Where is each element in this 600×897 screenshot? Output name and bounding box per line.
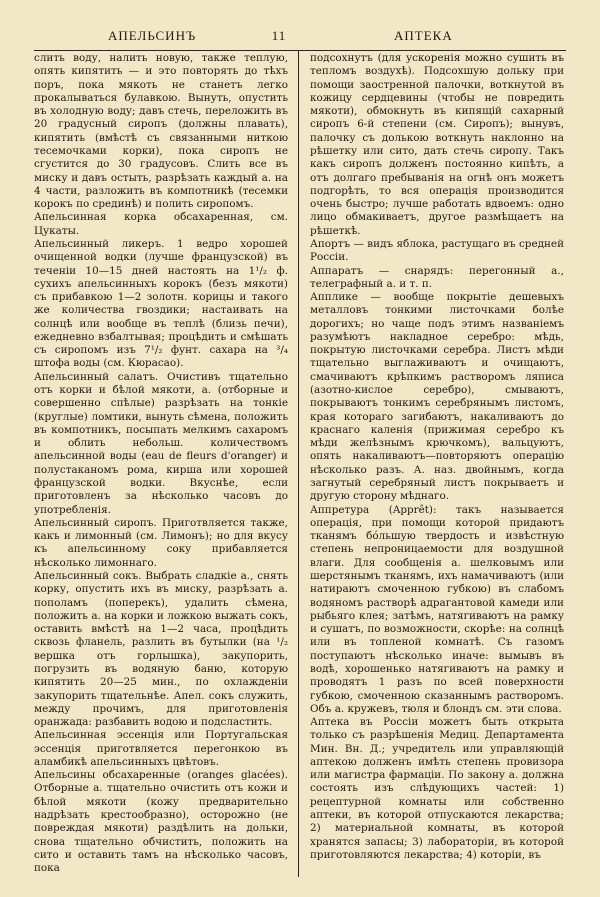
column-divider — [298, 50, 299, 877]
left-paragraph-3: Апельсинный ликеръ. 1 ведро хорошей очищенной водки (лучше французской) въ теченіи 10—15 дней настоять на 1¹/₂ ф. сухихъ апельсинныхъ корокъ (безъ мякоти) съ прибавкою 1—2 золотн. корицы и такого же количества гвоздики; настаивать на солнцѣ или вообще въ теплѣ (близь печи), ежедневно взбалтывая; процѣдить и смѣшать съ сиропомъ изъ 7¹/₂ фунт. сахара на ³/₄ штофа воды (см. Кюрасао). — [34, 237, 288, 370]
right-paragraph-3: Аппаратъ — снарядъ: перегонный а., телеграфный а. и т. п. — [310, 264, 564, 290]
running-header — [34, 28, 566, 48]
header-right-title: АПТЕКА — [394, 28, 453, 43]
header-rule — [34, 50, 566, 51]
right-paragraph-1: подсохнутъ (для ускоренія можно сушить въ тепломъ воздухѣ). Подсохшую дольку при помощи заостренной палочки, воткнутой въ кожицу сердцевины (чтобы не повредить мякоти), обмокнуть въ кипящій сахарный сиропъ 6-й степени (см. Сиропъ); вынувъ, палочку съ долькою воткнуть наклонно на рѣшетку или сито, дать стечь сиропу. Такъ какъ сиропъ долженъ постоянно кипѣть, а отъ долгаго пребыванія на огнѣ онъ можетъ подгорѣть, то вся операція производится очень быстро; лучше работать вдвоемъ: одно лицо обмакиваетъ, другое размѣщаетъ на рѣшеткѣ. — [310, 52, 564, 237]
right-column — [310, 52, 564, 862]
right-paragraph-4: Апплике — вообще покрытіе дешевыхъ металловъ тонкими листочками болѣе дорогихъ; но чаще подъ этимъ названіемъ разумѣютъ накладное серебро: мѣдь, покрытую листочками серебра. Листъ мѣди тщательно выглаживаютъ и очищаютъ, смачиваютъ крѣпкимъ растворомъ ляписа (азотно-кислое серебро), смываютъ, покрываютъ тонкимъ серебрянымъ листомъ, края котораго загибаютъ, накаливаютъ до краснаго каленія (прижимая серебро къ мѣди желѣзнымъ крючкомъ), вальцуютъ, опять накаливаютъ—повторяютъ операцію нѣсколько разъ. А. наз. двойнымъ, когда загнутый серебряный листъ покрываетъ и другую сторону мѣднаго. — [310, 291, 564, 503]
left-paragraph-6: Апельсинный сокъ. Выбрать сладкіе а., снять корку, опустить ихъ въ миску, разрѣзать а. пополамъ (поперекъ), удалить сѣмена, положить а. на корки и ложкою выжать сокъ, оставить вмѣстѣ на 1—2 часа, процѣдить сквозь фланель, разлить въ бутылки (на ¹/₂ вершка отъ горлышка), закупорить, погрузить въ водяную баню, которую кипятить 20—25 мин., по охлажденіи закупорить тщательнѣе. Апел. сокъ служить, между прочимъ, для приготовленія оранжада: разбавить водою и подсластить. — [34, 569, 288, 729]
left-paragraph-8: Апельсины обсахаренные (oranges glacées). Отборные а. тщательно очистить отъ кожи и бѣлой мякоти (кожу предварительно надрѣзать крестообразно), осторожно (не повреждая мякоти) раздѣлить на дольки, снова тщательно обчистить, положить на сито и оставить тамъ на нѣсколько часовъ, пока — [34, 769, 288, 875]
left-column — [34, 52, 288, 875]
header-left-title: АПЕЛЬСИНЪ — [108, 28, 197, 43]
right-paragraph-2: Апортъ — видъ яблока, растущаго въ средней Россіи. — [310, 237, 564, 264]
left-paragraph-2: Апельсинная корка обсахаренная, см. Цукаты. — [34, 211, 288, 237]
left-paragraph-4: Апельсинный салатъ. Очистивъ тщательно отъ корки и бѣлой мякоти, а. (отборные и совершенно спѣлые) разрѣзать на тонкіе (круглые) ломтики, вынуть сѣмена, положить въ компотникъ, посыпать мелкимъ сахаромъ и облить небольш. количествомъ апельсинной воды (eau de fleurs d'oranger) и полустаканомъ рома, кирша или хорошей французской водки. Вкуснѣе, если приготовленъ за нѣсколько часовъ до употребленія. — [34, 370, 288, 516]
right-paragraph-6: Аптека въ Россіи можетъ быть открыта только съ разрѣшенія Медиц. Департамента Мин. Вн. Д.; учредитель или управляющій аптекою долженъ имѣть степень провизора или магистра фармаціи. По закону а. должна состоять изъ слѣдующихъ частей: 1) рецептурной комнаты или собственно аптеки, въ которой отпускаются лекарства; 2) материальной комнаты, въ которой хранятся запасы; 3) лабораторіи, въ которой приготовляются лекарства; 4) которіи, въ — [310, 716, 564, 861]
left-paragraph-5: Апельсинный сиропъ. Приготвляется также, какъ и лимонный (см. Лимонъ); но для вкусу къ апельсинному соку прибавляется нѣсколько лимоннаго. — [34, 516, 288, 569]
page-number: 11 — [271, 28, 287, 43]
left-paragraph-7: Апельсинная эссенція или Португальская эссенція приготвляется перегонкою въ аламбикѣ апельсинныхъ цвѣтовъ. — [34, 729, 288, 768]
right-paragraph-5: Аппретура (Apprêt): такъ называется операція, при помощи которой придаютъ тканямъ бо́льшую твердость и извѣстную степень непроницаемости для воздушной влаги. Для сообщенія а. шелковымъ или шерстянымъ тканямъ, ихъ намачиваютъ (или натираютъ смоченною губкою) въ слабомъ водяномъ растворѣ адрагантовой камеди или рыбьяго клея; затѣмъ, натягиваютъ на рамку и сушатъ, по возможности, скорѣе: на солнцѣ или въ топленой комнатѣ. Съ газомъ поступаютъ нѣсколько иначе: вымывъ въ водѣ, хорошенько натягиваютъ на рамку и проводятъ 1 разъ по всей поверхности губкою, смоченною сказаннымъ растворомъ. Объ а. кружевъ, тюля и блондъ см. эти слова. — [310, 503, 564, 715]
left-paragraph-1: слить воду, налить новую, также теплую, опять кипятить — и это повторять до тѣхъ поръ, пока мякоть не станетъ легко прокалываться булавкою. Вынуть, опустить въ холодную воду; давъ стечь, переложить въ 20 градусный сиропъ (должны плавать), кипятить (вмѣстѣ съ связанными ниткою тесемочками корки), пока сиропъ не сгустится до 30 градусовъ. Слить все въ миску и давъ остыть, разрѣзать каждый а. на 4 части, разложить въ компотникѣ (тесемки корокъ по срединѣ) и полить сиропомъ. — [34, 52, 288, 211]
